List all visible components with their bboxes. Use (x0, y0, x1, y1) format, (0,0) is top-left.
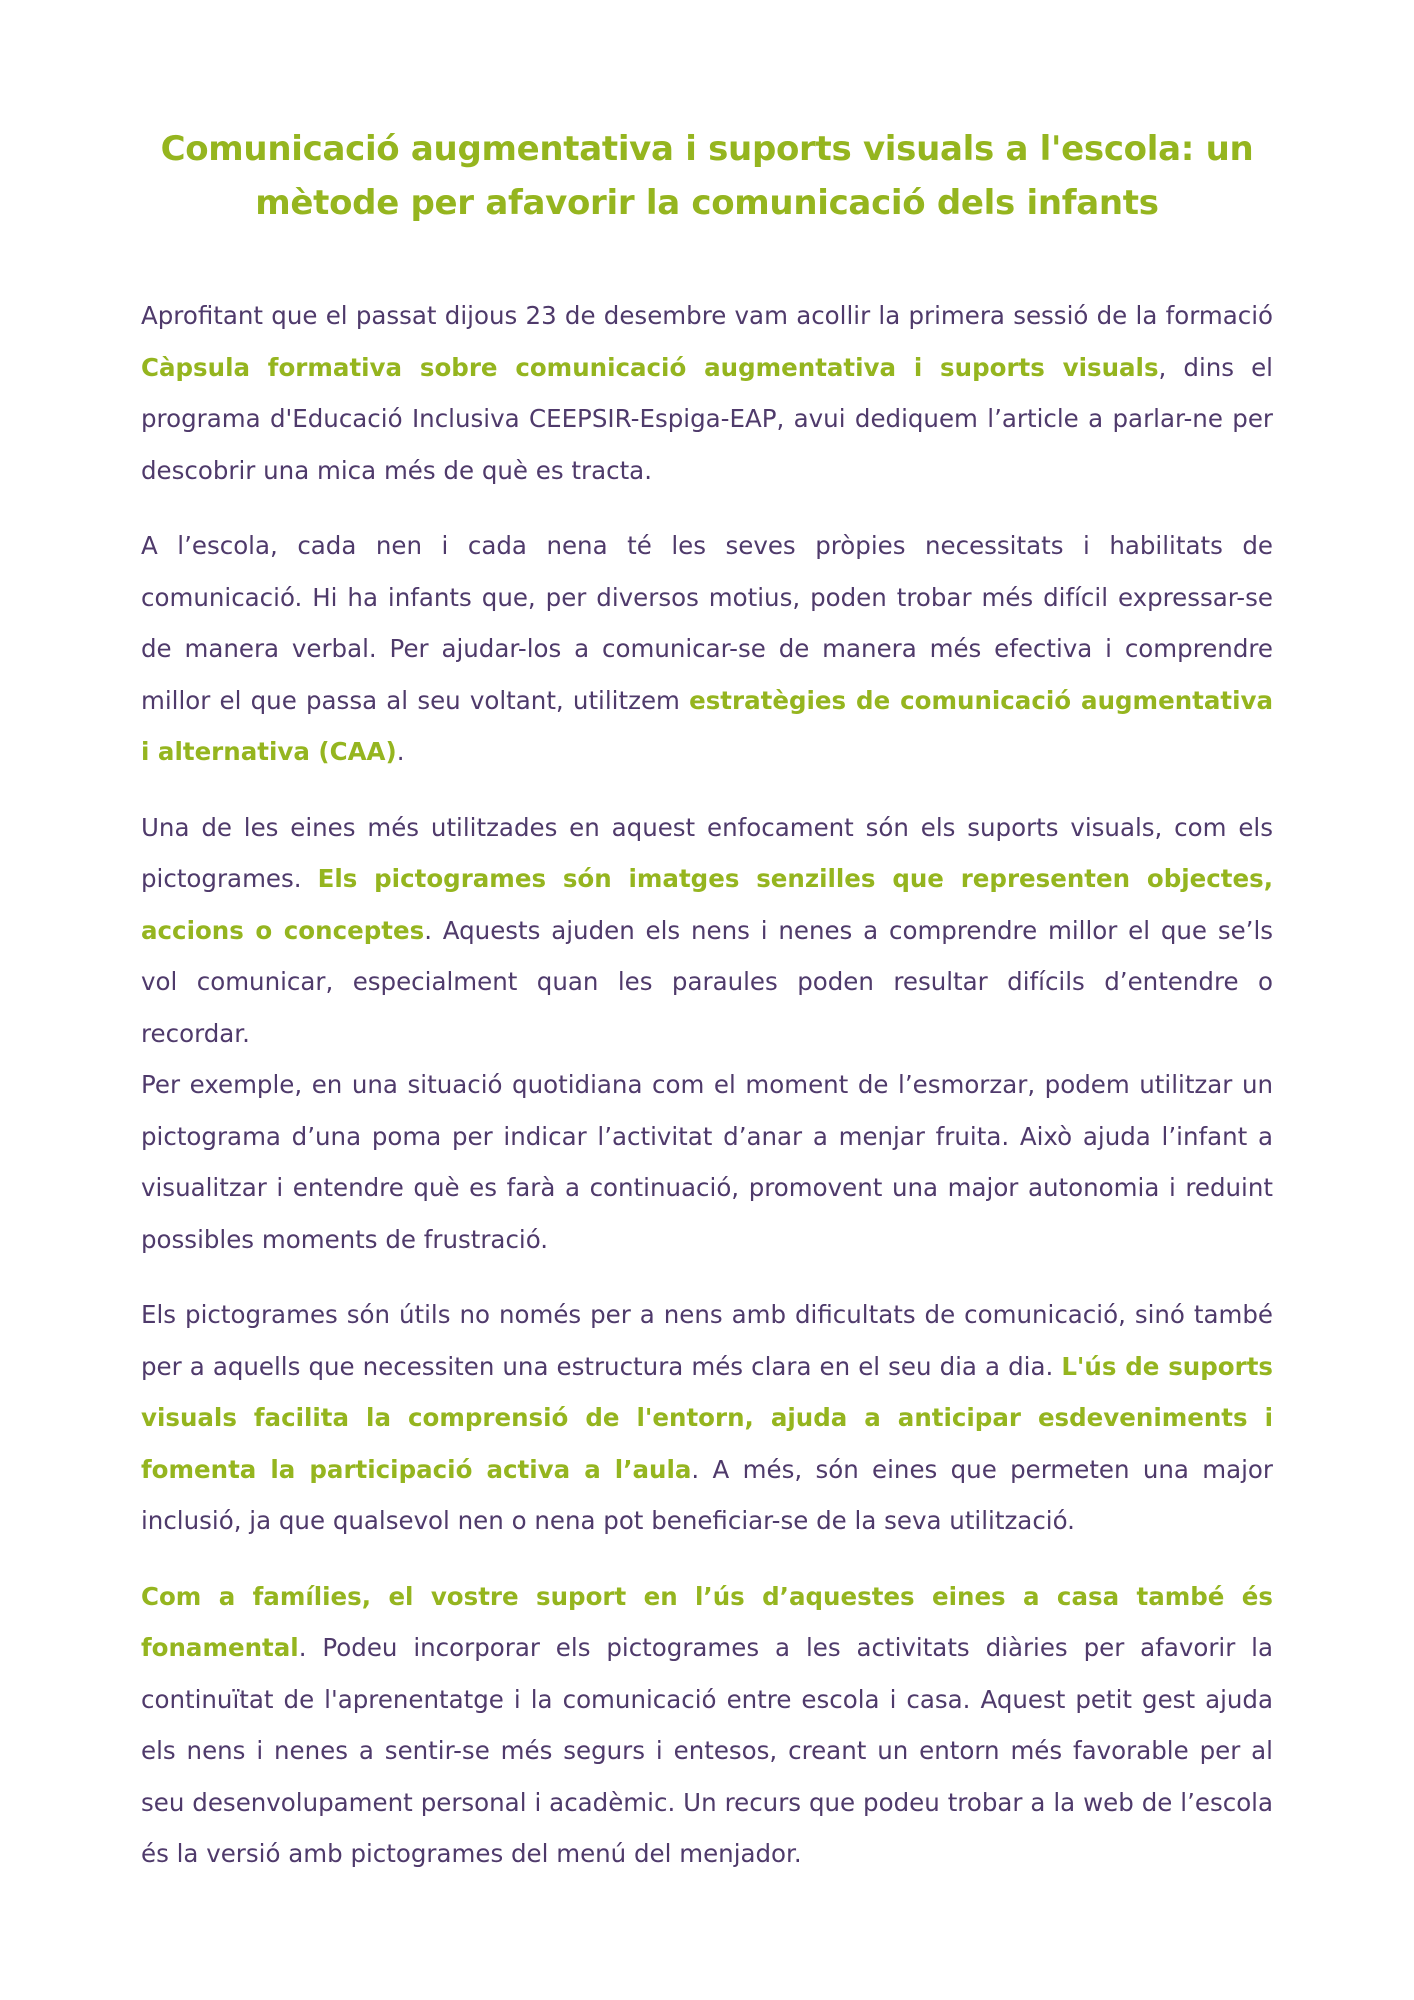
paragraph-text: A l’escola, cada nen i cada nena té les seves pròpies necessitats i habilitats de comunicació. Hi ha infants que, per diversos motius, poden trobar més difícil expressar-se de manera verbal. Per ajudar-los a comunicar-se de manera més efectiva i comprendre millor el que passa al seu voltant, utilitzem (141, 531, 1273, 715)
paragraph-text: . Aquests ajuden els nens i nenes a comprendre millor el que se’ls vol comunicar, especialment quan les paraules poden resultar difícils d’entendre o recordar. (141, 915, 1274, 1048)
paragraph-text: Els pictogrames són útils no només per a nens amb dificultats de comunicació, sinó també per a aquells que necessiten una estructura més clara en el seu dia a dia. (141, 1300, 1273, 1381)
paragraph-intro (141, 290, 1273, 496)
paragraph-communication-needs (141, 520, 1273, 778)
paragraph-text: . A més, són eines que permeten una major inclusió, ja que qualsevol nen o nena pot beneficiar-se de la seva utilització. (141, 1454, 1273, 1535)
paragraph-text: Aprofitant que el passat dijous 23 de desembre vam acollir la primera sessió de la formació (141, 301, 1273, 330)
paragraph-visual-supports (141, 802, 1273, 1060)
paragraph-text: Una de les eines més utilitzades en aquest enfocament són els suports visuals, com els pictogrames. (141, 812, 1273, 893)
highlight-families-support: Com a famílies, el vostre suport en l’ús d’aquestes eines a casa també és fonamental (141, 1581, 1273, 1662)
highlight-pictograms-definition: Els pictogrames són imatges senzilles que representen objectes, accions o conceptes (141, 864, 1273, 945)
paragraph-example (141, 1059, 1273, 1265)
paragraph-text: . (396, 737, 405, 766)
paragraph-text: , dins el programa d'Educació Inclusiva CEEPSIR-Espiga-EAP, avui dediquem l’article a parlar-ne per descobrir una mica més de què es tracta. (141, 352, 1273, 485)
highlight-visual-supports-benefits: L'ús de suports visuals facilita la comprensió de l'entorn, ajuda a anticipar esdeveniments i fomenta la participació activa a l’aula (141, 1351, 1273, 1484)
article-title: Comunicació augmentativa i suports visuals a l'escola: un mètode per afavorir la comunicació dels infants (160, 129, 1254, 223)
paragraph-text: . Podeu incorporar els pictogrames a les activitats diàries per afavorir la continuïtat de l'aprenentatge i la comunicació entre escola i casa. Aquest petit gest ajuda els nens i nenes a sentir-se més segurs i entesos, creant un entorn més favorable per al seu desenvolupament personal i acadèmic. Un recurs que podeu trobar a la web de l’escola és la versió amb pictogrames del menú del menjador. (141, 1633, 1273, 1868)
article-body (141, 290, 1273, 1904)
highlight-course-name: Càpsula formativa sobre comunicació augmentativa i suports visuals (141, 352, 1159, 382)
paragraph-text: Per exemple, en una situació quotidiana com el moment de l’esmorzar, podem utilitzar un pictograma d’una poma per indicar l’activitat d’anar a menjar fruita. Això ajuda l’infant a visualitzar i entendre què es farà a continuació, promovent una major autonomia i reduint possibles moments de frustració. (141, 1070, 1273, 1254)
paragraph-families (141, 1571, 1273, 1880)
paragraph-usefulness (141, 1289, 1273, 1547)
highlight-caa: estratègies de comunicació augmentativa i alternativa (CAA) (141, 685, 1273, 766)
